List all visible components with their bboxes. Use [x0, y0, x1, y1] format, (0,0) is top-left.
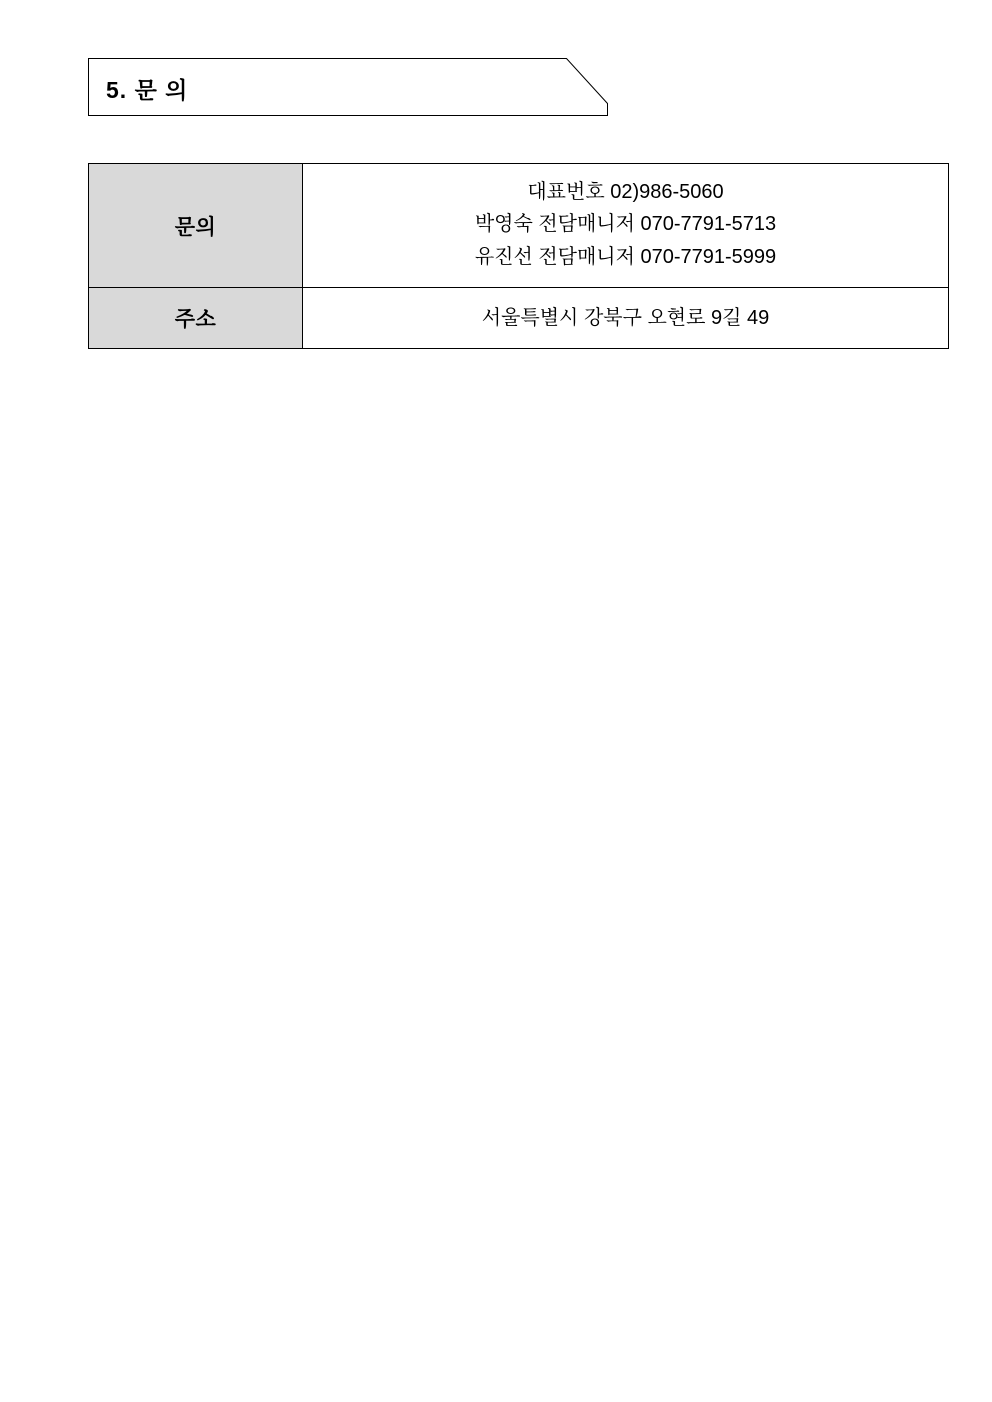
- inquiry-line-manager-2: 유진선 전담매니저 070-7791-5999: [474, 245, 777, 268]
- row-label-address: 주소: [89, 288, 303, 349]
- section-heading: [88, 58, 608, 116]
- table-row: [89, 164, 949, 288]
- row-value-address: [303, 288, 949, 349]
- inquiry-line-main-number: 대표번호 02)986-5060: [527, 181, 724, 203]
- inquiry-line-manager-1: 박영숙 전담매니저 070-7791-5713: [474, 213, 777, 236]
- page-title: 5. 문 의: [106, 77, 189, 103]
- table-row: [89, 288, 949, 349]
- row-label-inquiry: 문의: [89, 164, 303, 288]
- address-line: 서울특별시 강북구 오현로 9길 49: [481, 306, 770, 329]
- contact-table: [88, 163, 949, 349]
- row-value-inquiry: [303, 164, 949, 288]
